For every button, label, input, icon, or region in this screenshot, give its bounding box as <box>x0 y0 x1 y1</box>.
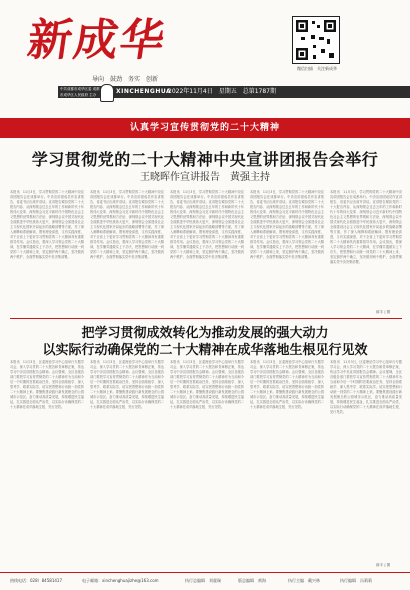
article-1-headline: 学习贯彻党的二十大精神中央宣讲团报告会举行 <box>31 150 379 169</box>
article-2-column: 本报讯 11月3日，区委理论学习中心组举行专题学习会，深入学习党的二十大报告和党章修正案，传达学习中央宣讲团报告会精神。会议强调，全区各级各部门要把学习宣传贯彻党的二十大精神作为当前和今后一个时期的首要政治任务，坚持全面系统学、深入思考学、联系实际学，切实把思想和行动统一到党的二十大精神上来。要聚焦建设践行新发展理念的公园城市示范区，奋力推动高质量发展，持续增进民生福祉，扎实推进全面从严治党，以实际行动确保党的二十大精神在成华落地生根、见行见效。 <box>90 360 164 409</box>
qr-code-icon <box>292 16 340 64</box>
panda-icon <box>100 84 114 102</box>
article-1-column: 本报讯 11月3日，学习贯彻党的二十大精神中央宣讲团报告会在成都举行。中央宣讲团成员作宣讲报告，省委书记出席并讲话。宣讲报告紧扣党的二十大报告内容，从深刻领会过去五年的工作和新时代十年的伟大变革、深刻领会习近平新时代中国特色社会主义思想的世界观和方法论、深刻领会以中国式现代化全面推进中华民族伟大复兴、深刻领会全面建设社会主义现代化国家开局起步的战略部署等方面，作了深入阐释和系统解读，既有理论高度，又有实践深度，对于全省上下更好学习贯彻党的二十大精神具有重要指导作用。会议指出，要深入学习领会党的二十大精神，在学懂弄通做实上下功夫，把思想和行动统一到党的二十大精神上来，坚定拥护两个确立，坚决做到两个维护，全面贯彻落实党中央决策部署。 <box>10 190 84 259</box>
article-2-column: 本报讯 11月3日，区委理论学习中心组举行专题学习会，深入学习党的二十大报告和党章修正案，传达学习中央宣讲团报告会精神。会议强调，全区各级各部门要把学习宣传贯彻党的二十大精神作为当前和今后一个时期的首要政治任务，坚持全面系统学、深入思考学、联系实际学，切实把思想和行动统一到党的二十大精神上来。要聚焦建设践行新发展理念的公园城市示范区，奋力推动高质量发展，持续增进民生福祉，扎实推进全面从严治党，以实际行动确保党的二十大精神在成华落地生根、见行见效。 <box>330 360 402 414</box>
footer-duty: 执行主编 戴兴林 <box>288 578 320 583</box>
article-1-column: 本报讯 11月3日，学习贯彻党的二十大精神中央宣讲团报告会在成都举行。中央宣讲团成员作宣讲报告，省委书记出席并讲话。宣讲报告紧扣党的二十大报告内容，从深刻领会过去五年的工作和新时代十年的伟大变革、深刻领会习近平新时代中国特色社会主义思想的世界观和方法论、深刻领会以中国式现代化全面推进中华民族伟大复兴、深刻领会全面建设社会主义现代化国家开局起步的战略部署等方面，作了深入阐释和系统解读，既有理论高度，又有实践深度，对于全省上下更好学习贯彻党的二十大精神具有重要指导作用。会议指出，要深入学习领会党的二十大精神，在学懂弄通做实上下功夫，把思想和行动统一到党的二十大精神上来，坚定拥护两个确立，坚决做到两个维护，全面贯彻落实党中央决策部署。 <box>90 190 164 259</box>
masthead-slogan: 导向 鼓劲 务实 创新 <box>92 76 159 83</box>
article-1-column: 本报讯 11月3日，学习贯彻党的二十大精神中央宣讲团报告会在成都举行。中央宣讲团成员作宣讲报告，省委书记出席并讲话。宣讲报告紧扣党的二十大报告内容，从深刻领会过去五年的工作和新时代十年的伟大变革、深刻领会习近平新时代中国特色社会主义思想的世界观和方法论、深刻领会以中国式现代化全面推进中华民族伟大复兴、深刻领会全面建设社会主义现代化国家开局起步的战略部署等方面，作了深入阐释和系统解读，既有理论高度，又有实践深度，对于全省上下更好学习贯彻党的二十大精神具有重要指导作用。会议指出，要深入学习领会党的二十大精神，在学懂弄通做实上下功夫，把思想和行动统一到党的二十大精神上来，坚定拥护两个确立，坚决做到两个维护，全面贯彻落实党中央决策部署。 <box>330 190 402 264</box>
article-2-headline-line1: 把学习贯彻成效转化为推动发展的强大动力 <box>81 326 329 341</box>
footer-editor: 执行总编辑 刘霍瑞 <box>185 578 221 583</box>
article-2-editor: 薛丰 | 图 <box>376 563 391 567</box>
footer-chief: 版总编辑 黄海 <box>238 578 266 583</box>
issue-date: 2022年11月4日 星期五 总第1787期 <box>168 88 276 95</box>
footer-phone: 热线电话：028）84581417 <box>10 578 62 583</box>
article-2-headline-line2: 以实际行动确保党的二十大精神在成华落地生根见行见效 <box>42 343 368 358</box>
article-1-column: 本报讯 11月3日，学习贯彻党的二十大精神中央宣讲团报告会在成都举行。中央宣讲团成员作宣讲报告，省委书记出席并讲话。宣讲报告紧扣党的二十大报告内容，从深刻领会过去五年的工作和新时代十年的伟大变革、深刻领会习近平新时代中国特色社会主义思想的世界观和方法论、深刻领会以中国式现代化全面推进中华民族伟大复兴、深刻领会全面建设社会主义现代化国家开局起步的战略部署等方面，作了深入阐释和系统解读，既有理论高度，又有实践深度，对于全省上下更好学习贯彻党的二十大精神具有重要指导作用。会议指出，要深入学习领会党的二十大精神，在学懂弄通做实上下功夫，把思想和行动统一到党的二十大精神上来，坚定拥护两个确立，坚决做到两个维护，全面贯彻落实党中央决策部署。 <box>170 190 244 259</box>
article-1-editor: 薛丰 | 图 <box>376 310 391 314</box>
footer-design: 执行编辑 冯莉莉 <box>340 578 372 583</box>
footer-email: 电子邮箱：xinchenghuajizhe@163.com <box>82 578 159 583</box>
qr-caption: 微信扫描 关注新成华 <box>297 66 337 71</box>
article-1-subheadline: 王晓晖作宣讲报告 黄强主持 <box>140 172 270 183</box>
article-2-column: 本报讯 11月3日，区委理论学习中心组举行专题学习会，深入学习党的二十大报告和党章修正案，传达学习中央宣讲团报告会精神。会议强调，全区各级各部门要把学习宣传贯彻党的二十大精神作为当前和今后一个时期的首要政治任务，坚持全面系统学、深入思考学、联系实际学，切实把思想和行动统一到党的二十大精神上来。要聚焦建设践行新发展理念的公园城市示范区，奋力推动高质量发展，持续增进民生福祉，扎实推进全面从严治党，以实际行动确保党的二十大精神在成华落地生根、见行见效。 <box>170 360 244 409</box>
newspaper-logo: 新成华 <box>24 15 170 66</box>
article-1-column: 本报讯 11月3日，学习贯彻党的二十大精神中央宣讲团报告会在成都举行。中央宣讲团成员作宣讲报告，省委书记出席并讲话。宣讲报告紧扣党的二十大报告内容，从深刻领会过去五年的工作和新时代十年的伟大变革、深刻领会习近平新时代中国特色社会主义思想的世界观和方法论、深刻领会以中国式现代化全面推进中华民族伟大复兴、深刻领会全面建设社会主义现代化国家开局起步的战略部署等方面，作了深入阐释和系统解读，既有理论高度，又有实践深度，对于全省上下更好学习贯彻党的二十大精神具有重要指导作用。会议指出，要深入学习领会党的二十大精神，在学懂弄通做实上下功夫，把思想和行动统一到党的二十大精神上来，坚定拥护两个确立，坚决做到两个维护，全面贯彻落实党中央决策部署。 <box>250 190 324 259</box>
sponsor-label: 中共成都市成华区委 成都市成华区人民政府 主办 <box>60 87 100 97</box>
article-2-column: 本报讯 11月3日，区委理论学习中心组举行专题学习会，深入学习党的二十大报告和党章修正案，传达学习中央宣讲团报告会精神。会议强调，全区各级各部门要把学习宣传贯彻党的二十大精神作为当前和今后一个时期的首要政治任务，坚持全面系统学、深入思考学、联系实际学，切实把思想和行动统一到党的二十大精神上来。要聚焦建设践行新发展理念的公园城市示范区，奋力推动高质量发展，持续增进民生福祉，扎实推进全面从严治党，以实际行动确保党的二十大精神在成华落地生根、见行见效。 <box>10 360 84 409</box>
article-2-column: 本报讯 11月3日，区委理论学习中心组举行专题学习会，深入学习党的二十大报告和党章修正案，传达学习中央宣讲团报告会精神。会议强调，全区各级各部门要把学习宣传贯彻党的二十大精神作为当前和今后一个时期的首要政治任务，坚持全面系统学、深入思考学、联系实际学，切实把思想和行动统一到党的二十大精神上来。要聚焦建设践行新发展理念的公园城市示范区，奋力推动高质量发展，持续增进民生福祉，扎实推进全面从严治党，以实际行动确保党的二十大精神在成华落地生根、见行见效。 <box>250 360 324 409</box>
section-divider <box>10 318 402 319</box>
masthead-pinyin: XINCHENGHUA <box>116 88 172 95</box>
footer-bar <box>0 572 410 590</box>
topic-banner-text: 认真学习宣传贯彻党的二十大精神 <box>129 123 280 133</box>
